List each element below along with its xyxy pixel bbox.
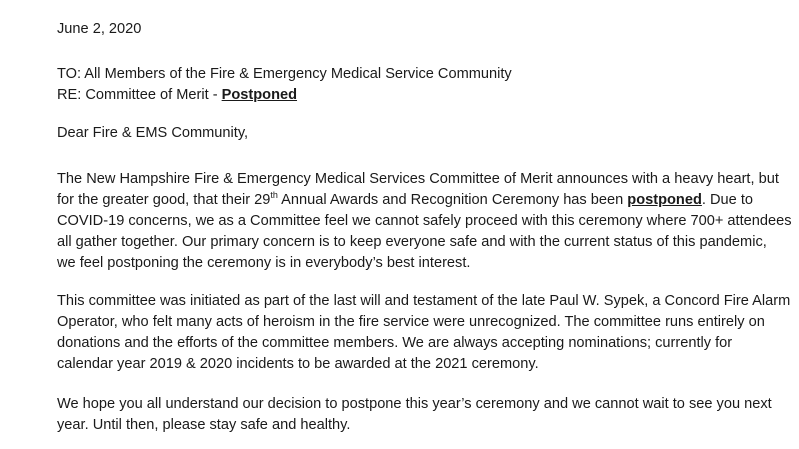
to-line: TO: All Members of the Fire & Emergency Medical Service Community <box>57 66 512 82</box>
salutation: Dear Fire & EMS Community, <box>57 125 249 141</box>
p3-line-2: year. Until then, please stay safe and healthy. <box>57 417 351 433</box>
p1-l2-c: . Due to <box>701 192 753 208</box>
p1-line-1: The New Hampshire Fire & Emergency Medical Services Committee of Merit announces with a heavy heart, but <box>57 171 779 187</box>
p2-line-1: This committee was initiated as part of the last will and testament of the late Paul W. Sypek, a Concord Fire Alarm <box>57 293 791 309</box>
ordinal-suffix: th <box>270 190 278 201</box>
p1-l2-a: for the greater good, that their 29 <box>57 192 271 208</box>
re-status: Postponed <box>221 87 298 103</box>
p1-line-2 <box>57 190 753 211</box>
p1-line-4: all gather together. Our primary concern is to keep everyone safe and with the current status of this pandemic, <box>57 234 767 250</box>
re-prefix: RE: Committee of Merit - <box>57 87 222 103</box>
letter-date: June 2, 2020 <box>57 21 142 37</box>
postponed-emphasis: postponed <box>627 192 702 208</box>
re-line <box>57 85 297 106</box>
p1-line-3: COVID-19 concerns, we as a Committee feel we cannot safely proceed with this ceremony where 700+ attendees <box>57 213 792 229</box>
p1-l2-b: Annual Awards and Recognition Ceremony has been <box>277 192 628 208</box>
p2-line-2: Operator, who felt many acts of heroism in the fire service were unrecognized. The committee runs entirely on <box>57 314 765 330</box>
p2-line-3: donations and the efforts of the committee members. We are always accepting nominations; currently for <box>57 335 733 351</box>
p2-line-4: calendar year 2019 & 2020 incidents to be awarded at the 2021 ceremony. <box>57 356 539 372</box>
p3-line-1: We hope you all understand our decision to postpone this year’s ceremony and we cannot wait to see you next <box>57 396 772 412</box>
p1-line-5: we feel postponing the ceremony is in everybody’s best interest. <box>57 255 471 271</box>
